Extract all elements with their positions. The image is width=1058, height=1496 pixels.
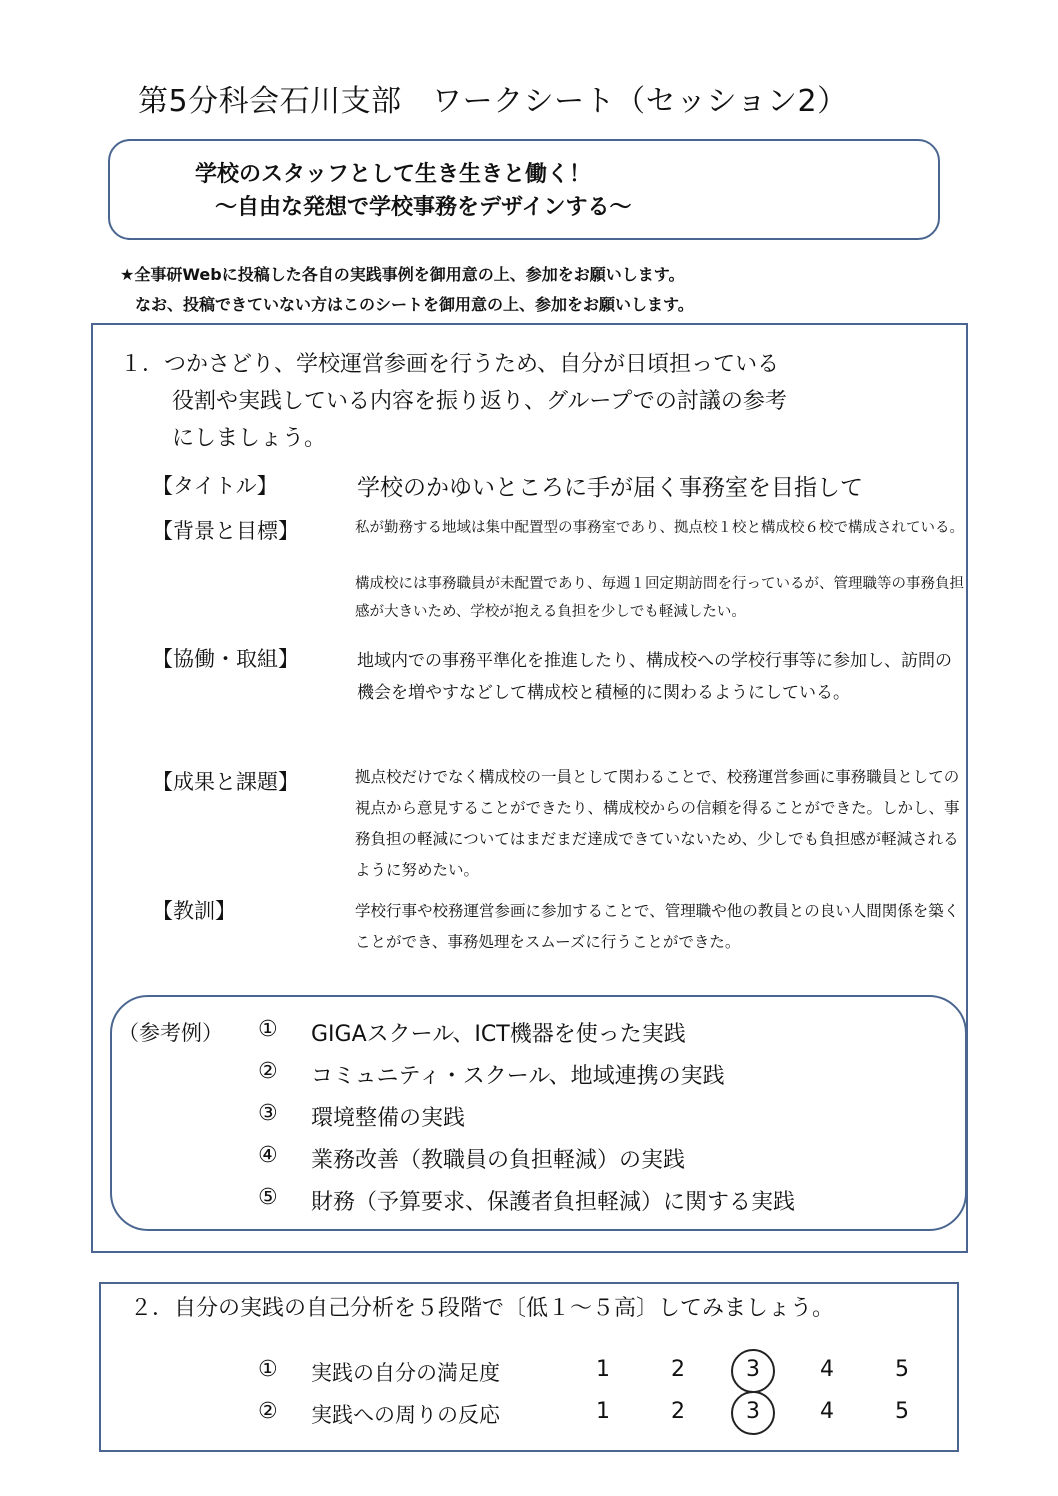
example-number: ⑤ [258,1185,278,1210]
lesson-value: 学校行事や校務運営参画に参加することで、管理職や他の教員との良い人間関係を築くことができ、事務処理をスムーズに行うことができた。 [355,902,960,951]
example-number: ② [258,1059,278,1084]
scale-option[interactable]: 3 [746,1357,760,1382]
background-value-2: 構成校には事務職員が未配置であり、毎週１回定期訪問を行っているが、管理職等の事務負担感が大きいため、学校が抱える負担を少しでも軽減したい。 [355,576,964,620]
example-text: コミュニティ・スクール、地域連携の実践 [311,1064,725,1089]
scale-option[interactable]: 1 [596,1357,610,1382]
title-label: 【タイトル】 [152,474,278,498]
scale-option[interactable]: 2 [671,1399,685,1424]
theme-line-1: 学校のスタッフとして生き生きと働く！ [195,162,592,187]
question-line: にしましょう。 [172,426,327,451]
lesson-label: 【教訓】 [152,899,236,923]
scale-option[interactable]: 3 [746,1399,760,1424]
theme-line-2: ～自由な発想で学校事務をデザインする～ [215,195,632,220]
page-title: 第5分科会石川支部 ワークシート（セッション2） [138,84,848,119]
question-line: １．つかさどり、学校運営参画を行うため、自分が日頃担っている [120,352,780,377]
scale-option[interactable]: 4 [820,1399,834,1424]
rating-label: 実践への周りの反応 [311,1403,500,1427]
background-label: 【背景と目標】 [152,519,299,543]
title-value: 学校のかゆいところに手が届く事務室を目指して [357,475,863,501]
rating-number: ② [258,1399,278,1424]
selected-circle [731,1391,775,1435]
examples-label: （参考例） [118,1021,223,1045]
example-number: ④ [258,1143,278,1168]
section2-question: ２．自分の実践の自己分析を５段階で〔低１～５高〕してみましょう。 [130,1296,835,1321]
scale-option[interactable]: 1 [596,1399,610,1424]
selected-circle [731,1349,775,1393]
results-label: 【成果と課題】 [152,770,299,794]
collab-value: 地域内での事務平準化を推進したり、構成校への学校行事等に参加し、訪問の機会を増やすなどして構成校と積極的に関わるようにしている。 [357,651,952,703]
scale-option[interactable]: 5 [895,1357,909,1382]
background-value-1: 私が勤務する地域は集中配置型の事務室であり、拠点校１校と構成校６校で構成されている。 [355,520,964,536]
question-line: 役割や実践している内容を振り返り、グループでの討議の参考 [172,389,787,414]
scale-option[interactable]: 4 [820,1357,834,1382]
section1-question [120,346,880,457]
scale-option[interactable]: 5 [895,1399,909,1424]
example-text: 業務改善（教職員の負担軽減）の実践 [311,1148,686,1173]
example-text: 財務（予算要求、保護者負担軽減）に関する実践 [311,1190,796,1215]
note-line-2: なお、投稿できていない方はこのシートを御用意の上、参加をお願いします。 [135,295,694,314]
example-number: ① [258,1017,278,1042]
example-number: ③ [258,1101,278,1126]
collab-label: 【協働・取組】 [152,647,299,671]
example-text: 環境整備の実践 [311,1106,466,1131]
rating-label: 実践の自分の満足度 [311,1361,500,1385]
results-value: 拠点校だけでなく構成校の一員として関わることで、校務運営参画に事務職員としての視点から意見することができたり、構成校からの信頼を得ることができた。しかし、事務負担の軽減についてはまだまだ達成できていないため、少しでも負担感が軽減されるように努めたい。 [355,768,960,879]
scale-option[interactable]: 2 [671,1357,685,1382]
rating-number: ① [258,1357,278,1382]
example-text: GIGAスクール、ICT機器を使った実践 [311,1022,686,1047]
note-line-1: ★全事研Webに投稿した各自の実践事例を御用意の上、参加をお願いします。 [120,265,685,284]
